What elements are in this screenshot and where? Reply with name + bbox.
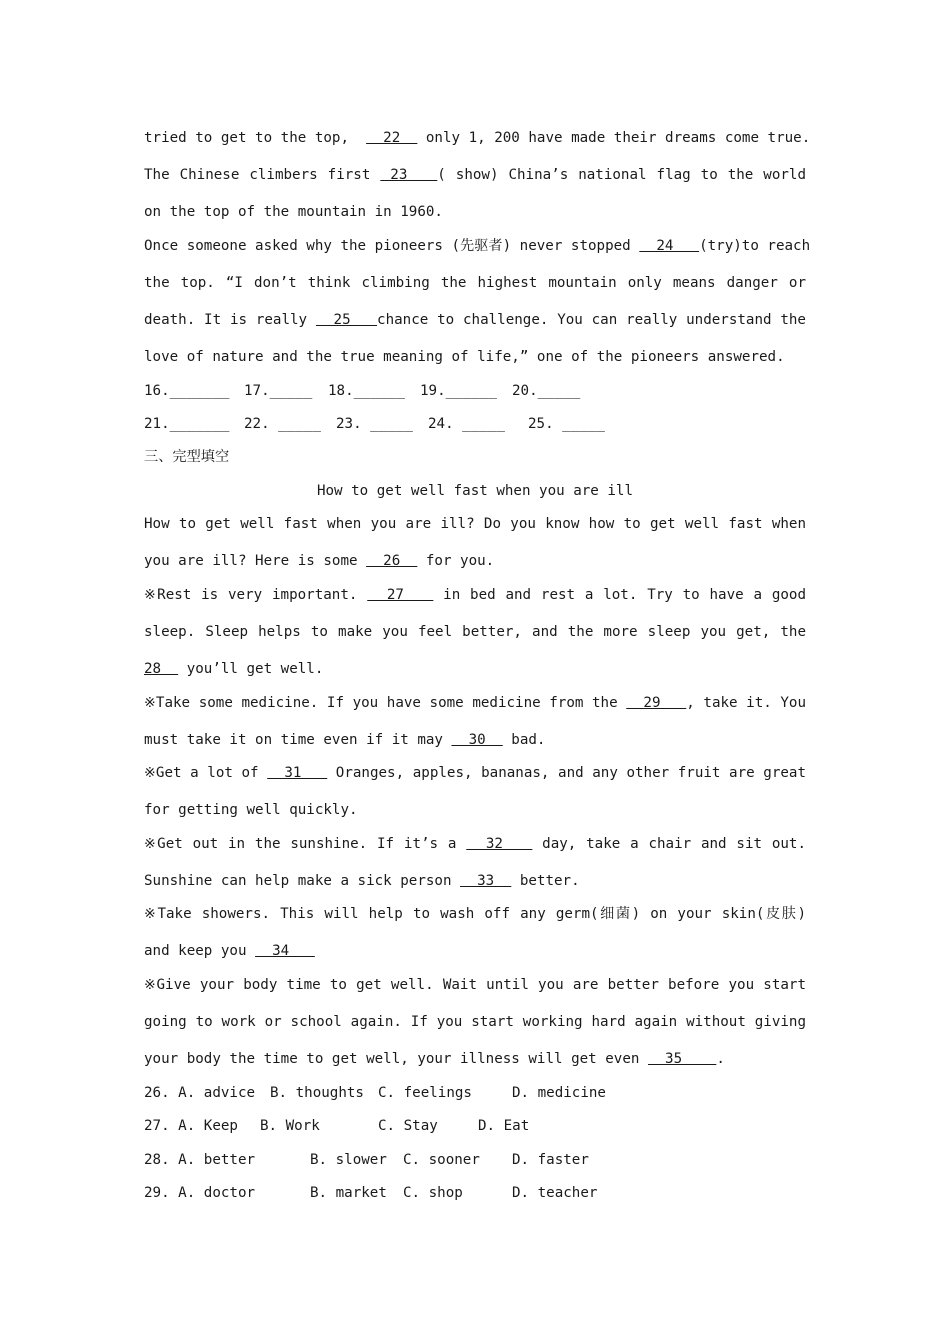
blank-22: 22 — [366, 130, 418, 146]
blank-28: 28 — [144, 661, 179, 677]
passage-line — [144, 763, 806, 783]
blank-23: 23 — [380, 167, 438, 183]
blank-32: 32 — [466, 836, 533, 852]
text: you’ll get well. — [178, 661, 324, 677]
question-option: 26. A. advice — [144, 1085, 256, 1101]
text: . — [716, 1051, 725, 1067]
blank-24: 24 — [639, 238, 700, 254]
passage-line: How to get well fast when you are ill? Do you know how to get well fast when — [144, 516, 806, 532]
question-option: D. teacher — [512, 1185, 598, 1201]
question-option: B. slower — [310, 1152, 387, 1168]
text: chance to challenge. You can really understand the — [377, 312, 806, 328]
text: ※Get out in the sunshine. If it’s a — [144, 836, 467, 852]
text: and keep you — [144, 943, 256, 959]
passage-line — [144, 941, 806, 961]
question-option: 27. A. Keep — [144, 1118, 238, 1134]
blank-29: 29 — [626, 695, 687, 711]
answer-blank: 23. _____ — [336, 416, 413, 432]
passage-line — [144, 834, 806, 854]
text: you are ill? Here is some — [144, 553, 367, 569]
passage-line — [144, 871, 806, 891]
passage-line — [144, 236, 811, 256]
passage-line: ※Take showers. This will help to wash off any germ(细菌) on your skin(皮肤) — [144, 906, 806, 922]
answer-blank: 16._______ — [144, 383, 230, 399]
text: , take it. You — [686, 695, 806, 711]
answer-blank: 24. _____ — [428, 416, 505, 432]
question-option: C. Stay — [378, 1118, 438, 1134]
text: must take it on time even if it may — [144, 732, 452, 748]
section-heading: 三、完型填空 — [144, 449, 230, 465]
text: ※Rest is very important. — [144, 587, 368, 603]
question-option: D. medicine — [512, 1085, 606, 1101]
text: Oranges, apples, bananas, and any other fruit are great — [327, 765, 806, 781]
blank-27: 27 — [367, 587, 434, 603]
passage-line — [144, 693, 806, 713]
question-option: 28. A. better — [144, 1152, 256, 1168]
text: your body the time to get well, your illness will get even — [144, 1051, 648, 1067]
passage-line: love of nature and the true meaning of life,” one of the pioneers answered. — [144, 349, 785, 365]
passage-line: for getting well quickly. — [144, 802, 358, 818]
passage-title: How to get well fast when you are ill — [316, 483, 634, 499]
text: (try)to reach — [699, 238, 811, 254]
text: The Chinese climbers first — [144, 167, 381, 183]
question-option: C. feelings — [378, 1085, 472, 1101]
passage-line — [144, 730, 806, 750]
text: Sunshine can help make a sick person — [144, 873, 461, 889]
passage-line: sleep. Sleep helps to make you feel better, and the more sleep you get, the — [144, 624, 806, 640]
passage-line: on the top of the mountain in 1960. — [144, 204, 443, 220]
text: ※Take some medicine. If you have some medicine from the — [144, 695, 627, 711]
answer-blank: 20._____ — [512, 383, 581, 399]
question-option: B. Work — [260, 1118, 320, 1134]
blank-30: 30 — [451, 732, 503, 748]
text: for you. — [417, 553, 495, 569]
passage-line — [144, 310, 806, 330]
text: in bed and rest a lot. Try to have a good — [433, 587, 807, 603]
answer-blank: 19.______ — [420, 383, 497, 399]
text: Once someone asked why the pioneers (先驱者) never stopped — [144, 238, 640, 254]
blank-25: 25 — [315, 312, 378, 328]
text: death. It is really — [144, 312, 316, 328]
text: day, take a chair and sit out. — [532, 836, 807, 852]
text: ※Get a lot of — [144, 765, 268, 781]
question-option: B. market — [310, 1185, 387, 1201]
question-option: 29. A. doctor — [144, 1185, 256, 1201]
answer-blank: 22. _____ — [244, 416, 321, 432]
blank-31: 31 — [267, 765, 328, 781]
passage-line — [144, 1049, 806, 1069]
passage-line — [144, 551, 806, 571]
text: only 1, 200 have made their dreams come true. — [417, 130, 811, 146]
text: better. — [511, 873, 580, 889]
passage-line: ※Give your body time to get well. Wait until you are better before you start — [144, 977, 806, 993]
question-option: C. sooner — [403, 1152, 480, 1168]
answer-blank: 18.______ — [328, 383, 405, 399]
question-option: D. Eat — [478, 1118, 530, 1134]
text: tried to get to the top, — [144, 130, 367, 146]
answer-blank: 25. _____ — [528, 416, 605, 432]
passage-line — [144, 128, 811, 148]
blank-33: 33 — [460, 873, 512, 889]
blank-35: 35 — [647, 1051, 717, 1067]
question-option: B. thoughts — [270, 1085, 364, 1101]
answer-blank: 17._____ — [244, 383, 313, 399]
question-option: D. faster — [512, 1152, 589, 1168]
passage-line: the top. “I don’t think climbing the highest mountain only means danger or — [144, 275, 806, 291]
passage-line — [144, 585, 806, 605]
passage-line: going to work or school again. If you start working hard again without giving — [144, 1014, 806, 1030]
passage-line — [144, 659, 806, 679]
answer-blank: 21._______ — [144, 416, 230, 432]
blank-34: 34 — [255, 943, 315, 959]
text: ( show) China’s national flag to the world — [437, 167, 807, 183]
passage-line — [144, 165, 806, 185]
blank-26: 26 — [366, 553, 418, 569]
text: bad. — [502, 732, 546, 748]
question-option: C. shop — [403, 1185, 463, 1201]
